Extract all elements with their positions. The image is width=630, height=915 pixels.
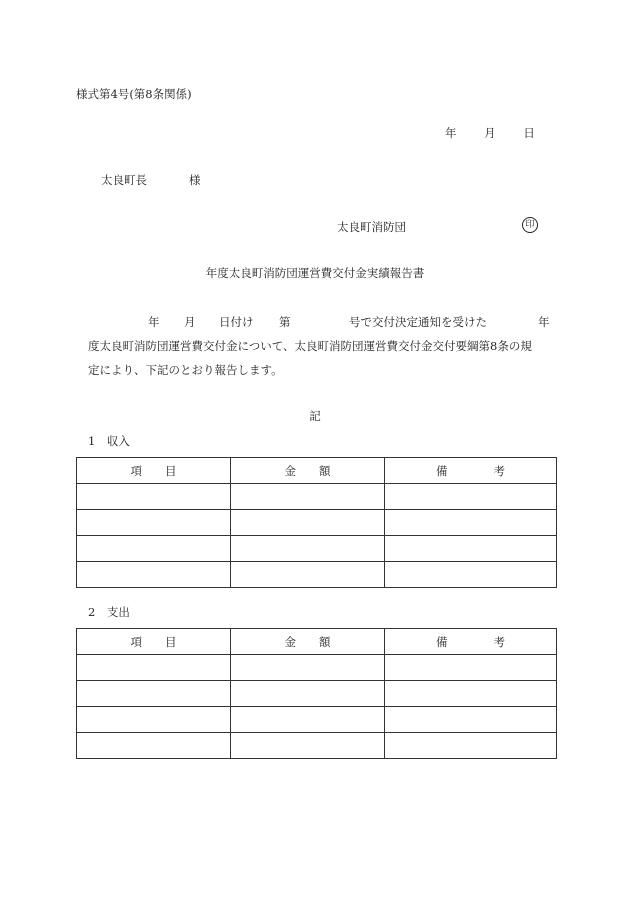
- cell-amount[interactable]: [231, 707, 385, 733]
- table-row: [77, 655, 557, 681]
- header-item: 項 目: [77, 458, 231, 484]
- body-year: 年: [148, 315, 160, 329]
- cell-amount[interactable]: [231, 484, 385, 510]
- date-day: 日: [523, 126, 535, 140]
- header-item: 項 目: [77, 629, 231, 655]
- date-line: [445, 125, 535, 141]
- cell-remarks[interactable]: [385, 733, 557, 759]
- table-row: [77, 733, 557, 759]
- section-income-heading: 1 収入: [88, 434, 130, 448]
- cell-remarks[interactable]: [385, 484, 557, 510]
- section-expense-heading: 2 支出: [88, 605, 130, 619]
- table-header-row: [77, 629, 557, 655]
- header-remarks: 備 考: [385, 629, 557, 655]
- cell-item[interactable]: [77, 562, 231, 588]
- body-line-2: 度太良町消防団運営費交付金について、太良町消防団運営費交付金交付要綱第8条の規: [88, 339, 532, 353]
- date-year: 年: [445, 126, 457, 140]
- seal-mark: 印: [522, 217, 538, 233]
- table-header-row: [77, 458, 557, 484]
- cell-amount[interactable]: [231, 562, 385, 588]
- cell-item[interactable]: [77, 484, 231, 510]
- cell-remarks[interactable]: [385, 510, 557, 536]
- body-month: 月: [184, 315, 196, 329]
- sender-name: 太良町消防団: [337, 220, 406, 234]
- table-row: [77, 510, 557, 536]
- cell-item[interactable]: [77, 707, 231, 733]
- form-number: 様式第4号(第8条関係): [76, 87, 192, 101]
- addressee: [101, 172, 201, 188]
- ki-heading: 記: [309, 409, 321, 423]
- cell-remarks[interactable]: [385, 536, 557, 562]
- header-remarks: 備 考: [385, 458, 557, 484]
- date-month: 月: [484, 126, 496, 140]
- cell-item[interactable]: [77, 681, 231, 707]
- cell-item[interactable]: [77, 655, 231, 681]
- table-row: [77, 562, 557, 588]
- body-dated: 日付け: [219, 315, 254, 329]
- cell-amount[interactable]: [231, 510, 385, 536]
- cell-remarks[interactable]: [385, 562, 557, 588]
- cell-remarks[interactable]: [385, 707, 557, 733]
- expense-table: [76, 628, 557, 759]
- cell-amount[interactable]: [231, 536, 385, 562]
- header-amount: 金 額: [231, 629, 385, 655]
- cell-remarks[interactable]: [385, 681, 557, 707]
- body-notice: 号で交付決定通知を受けた: [349, 315, 487, 329]
- table-row: [77, 484, 557, 510]
- body-year2: 年: [538, 315, 550, 329]
- table-row: [77, 536, 557, 562]
- cell-item[interactable]: [77, 536, 231, 562]
- cell-amount[interactable]: [231, 733, 385, 759]
- cell-remarks[interactable]: [385, 655, 557, 681]
- cell-amount[interactable]: [231, 655, 385, 681]
- cell-item[interactable]: [77, 733, 231, 759]
- header-amount: 金 額: [231, 458, 385, 484]
- cell-item[interactable]: [77, 510, 231, 536]
- income-table: [76, 457, 557, 588]
- addressee-honorific: 様: [189, 173, 201, 187]
- table-row: [77, 707, 557, 733]
- table-row: [77, 681, 557, 707]
- body-number-prefix: 第: [279, 315, 291, 329]
- cell-amount[interactable]: [231, 681, 385, 707]
- body-line-3: 定により、下記のとおり報告します。: [88, 363, 283, 377]
- document-title: 年度太良町消防団運営費交付金実績報告書: [205, 266, 425, 280]
- addressee-name: 太良町長: [101, 173, 147, 187]
